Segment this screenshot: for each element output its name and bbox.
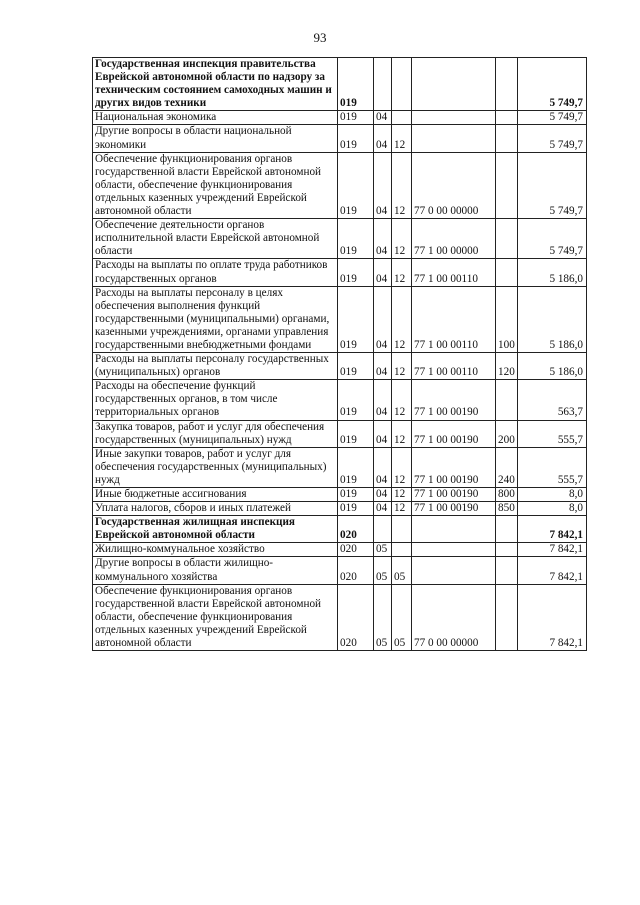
page-number: 93 xyxy=(313,30,327,45)
row-ved-cell: 019 xyxy=(338,420,374,447)
table-row xyxy=(93,286,587,352)
row-name-cell: Обеспечение деятельности органов исполнительной власти Еврейской автономной области xyxy=(93,219,338,259)
row-section-cell: 05 xyxy=(374,557,392,584)
row-name-cell: Жилищно-коммунальное хозяйство xyxy=(93,543,338,557)
row-section-cell: 04 xyxy=(374,420,392,447)
row-ved-cell: 019 xyxy=(338,353,374,380)
row-section-cell: 04 xyxy=(374,152,392,218)
row-subsection-cell: 12 xyxy=(392,502,412,516)
row-sum-cell: 5 749,7 xyxy=(518,58,587,111)
row-target-article-cell: 77 1 00 00110 xyxy=(412,286,496,352)
row-expense-type-cell: 850 xyxy=(496,502,518,516)
row-expense-type-cell: 100 xyxy=(496,286,518,352)
row-ved-cell: 019 xyxy=(338,502,374,516)
row-expense-type-cell: 240 xyxy=(496,447,518,487)
row-target-article-cell xyxy=(412,557,496,584)
row-section-cell: 04 xyxy=(374,259,392,286)
row-expense-type-cell: 800 xyxy=(496,488,518,502)
row-ved-cell: 020 xyxy=(338,516,374,543)
row-expense-type-cell xyxy=(496,259,518,286)
row-target-article-cell: 77 1 00 00190 xyxy=(412,488,496,502)
row-name-cell: Государственная жилищная инспекция Еврейской автономной области xyxy=(93,516,338,543)
table-row xyxy=(93,420,587,447)
row-name-cell: Расходы на выплаты по оплате труда работников государственных органов xyxy=(93,259,338,286)
row-sum-cell: 7 842,1 xyxy=(518,516,587,543)
row-ved-cell: 020 xyxy=(338,543,374,557)
row-expense-type-cell xyxy=(496,516,518,543)
row-name-cell: Национальная экономика xyxy=(93,111,338,125)
table-row xyxy=(93,380,587,420)
row-section-cell: 04 xyxy=(374,125,392,152)
row-sum-cell: 5 186,0 xyxy=(518,353,587,380)
row-target-article-cell: 77 1 00 00190 xyxy=(412,447,496,487)
row-sum-cell: 8,0 xyxy=(518,502,587,516)
row-ved-cell: 020 xyxy=(338,584,374,650)
row-ved-cell: 019 xyxy=(338,488,374,502)
row-name-cell: Расходы на обеспечение функций государственных органов, в том числе территориальных органов xyxy=(93,380,338,420)
row-name-cell: Иные закупки товаров, работ и услуг для обеспечения государственных (муниципальных) нужд xyxy=(93,447,338,487)
row-sum-cell: 563,7 xyxy=(518,380,587,420)
row-sum-cell: 5 749,7 xyxy=(518,111,587,125)
row-ved-cell: 019 xyxy=(338,259,374,286)
row-sum-cell: 8,0 xyxy=(518,488,587,502)
row-sum-cell: 5 749,7 xyxy=(518,125,587,152)
table-row xyxy=(93,557,587,584)
table-row xyxy=(93,516,587,543)
row-sum-cell: 7 842,1 xyxy=(518,584,587,650)
row-name-cell: Государственная инспекция правительства Еврейской автономной области по надзору за техническим состоянием самоходных машин и других видов техники xyxy=(93,58,338,111)
row-name-cell: Уплата налогов, сборов и иных платежей xyxy=(93,502,338,516)
row-name-cell: Обеспечение функционирования органов государственной власти Еврейской автономной области, обеспечение функционирования отдельных казенных учреждений Еврейской автономной области xyxy=(93,584,338,650)
row-target-article-cell: 77 1 00 00110 xyxy=(412,353,496,380)
row-name-cell: Другие вопросы в области национальной экономики xyxy=(93,125,338,152)
row-name-cell: Закупка товаров, работ и услуг для обеспечения государственных (муниципальных) нужд xyxy=(93,420,338,447)
row-expense-type-cell xyxy=(496,557,518,584)
row-name-cell: Расходы на выплаты персоналу в целях обеспечения выполнения функций государственными (муниципальными) органами, казенными учреждениями, органами управления государственными внебюджетными фондами xyxy=(93,286,338,352)
row-ved-cell: 019 xyxy=(338,58,374,111)
row-section-cell: 04 xyxy=(374,447,392,487)
row-section-cell: 05 xyxy=(374,543,392,557)
row-subsection-cell: 12 xyxy=(392,380,412,420)
row-sum-cell: 7 842,1 xyxy=(518,557,587,584)
row-section-cell: 04 xyxy=(374,353,392,380)
table-row xyxy=(93,152,587,218)
row-ved-cell: 020 xyxy=(338,557,374,584)
row-section-cell: 04 xyxy=(374,286,392,352)
table-row xyxy=(93,353,587,380)
row-expense-type-cell xyxy=(496,152,518,218)
row-name-cell: Иные бюджетные ассигнования xyxy=(93,488,338,502)
row-expense-type-cell: 120 xyxy=(496,353,518,380)
row-subsection-cell: 12 xyxy=(392,420,412,447)
table-row xyxy=(93,219,587,259)
row-ved-cell: 019 xyxy=(338,380,374,420)
row-subsection-cell: 12 xyxy=(392,447,412,487)
row-sum-cell: 5 749,7 xyxy=(518,219,587,259)
row-expense-type-cell xyxy=(496,584,518,650)
row-expense-type-cell xyxy=(496,58,518,111)
row-ved-cell: 019 xyxy=(338,111,374,125)
row-ved-cell: 019 xyxy=(338,219,374,259)
row-subsection-cell: 12 xyxy=(392,259,412,286)
row-subsection-cell xyxy=(392,58,412,111)
row-target-article-cell: 77 0 00 00000 xyxy=(412,152,496,218)
budget-table-body xyxy=(93,58,587,651)
row-subsection-cell: 12 xyxy=(392,488,412,502)
row-section-cell: 05 xyxy=(374,584,392,650)
row-name-cell: Обеспечение функционирования органов государственной власти Еврейской автономной области, обеспечение функционирования отдельных казенных учреждений Еврейской автономной области xyxy=(93,152,338,218)
row-section-cell: 04 xyxy=(374,111,392,125)
table-row xyxy=(93,58,587,111)
row-target-article-cell xyxy=(412,111,496,125)
row-sum-cell: 5 186,0 xyxy=(518,259,587,286)
row-subsection-cell xyxy=(392,543,412,557)
row-sum-cell: 7 842,1 xyxy=(518,543,587,557)
row-section-cell xyxy=(374,516,392,543)
table-row xyxy=(93,447,587,487)
row-section-cell: 04 xyxy=(374,219,392,259)
row-ved-cell: 019 xyxy=(338,286,374,352)
row-target-article-cell: 77 1 00 00000 xyxy=(412,219,496,259)
row-section-cell xyxy=(374,58,392,111)
row-section-cell: 04 xyxy=(374,380,392,420)
table-row xyxy=(93,488,587,502)
row-subsection-cell: 12 xyxy=(392,125,412,152)
row-expense-type-cell xyxy=(496,543,518,557)
row-subsection-cell xyxy=(392,111,412,125)
table-row xyxy=(93,543,587,557)
row-ved-cell: 019 xyxy=(338,125,374,152)
table-row xyxy=(93,584,587,650)
row-target-article-cell: 77 1 00 00110 xyxy=(412,259,496,286)
table-row xyxy=(93,125,587,152)
row-target-article-cell xyxy=(412,58,496,111)
row-target-article-cell xyxy=(412,516,496,543)
row-sum-cell: 555,7 xyxy=(518,447,587,487)
row-target-article-cell xyxy=(412,125,496,152)
row-expense-type-cell: 200 xyxy=(496,420,518,447)
row-sum-cell: 5 749,7 xyxy=(518,152,587,218)
row-target-article-cell: 77 0 00 00000 xyxy=(412,584,496,650)
row-subsection-cell: 12 xyxy=(392,286,412,352)
row-ved-cell: 019 xyxy=(338,447,374,487)
row-expense-type-cell xyxy=(496,380,518,420)
row-target-article-cell: 77 1 00 00190 xyxy=(412,420,496,447)
budget-table xyxy=(92,57,587,651)
table-row xyxy=(93,259,587,286)
row-ved-cell: 019 xyxy=(338,152,374,218)
row-target-article-cell: 77 1 00 00190 xyxy=(412,502,496,516)
row-section-cell: 04 xyxy=(374,488,392,502)
row-target-article-cell xyxy=(412,543,496,557)
row-expense-type-cell xyxy=(496,219,518,259)
table-row xyxy=(93,502,587,516)
row-expense-type-cell xyxy=(496,111,518,125)
row-sum-cell: 5 186,0 xyxy=(518,286,587,352)
row-expense-type-cell xyxy=(496,125,518,152)
row-subsection-cell xyxy=(392,516,412,543)
row-section-cell: 04 xyxy=(374,502,392,516)
row-subsection-cell: 05 xyxy=(392,584,412,650)
row-name-cell: Расходы на выплаты персоналу государственных (муниципальных) органов xyxy=(93,353,338,380)
row-subsection-cell: 12 xyxy=(392,353,412,380)
row-sum-cell: 555,7 xyxy=(518,420,587,447)
row-subsection-cell: 12 xyxy=(392,152,412,218)
row-target-article-cell: 77 1 00 00190 xyxy=(412,380,496,420)
table-row xyxy=(93,111,587,125)
row-subsection-cell: 05 xyxy=(392,557,412,584)
row-name-cell: Другие вопросы в области жилищно-коммунального хозяйства xyxy=(93,557,338,584)
row-subsection-cell: 12 xyxy=(392,219,412,259)
